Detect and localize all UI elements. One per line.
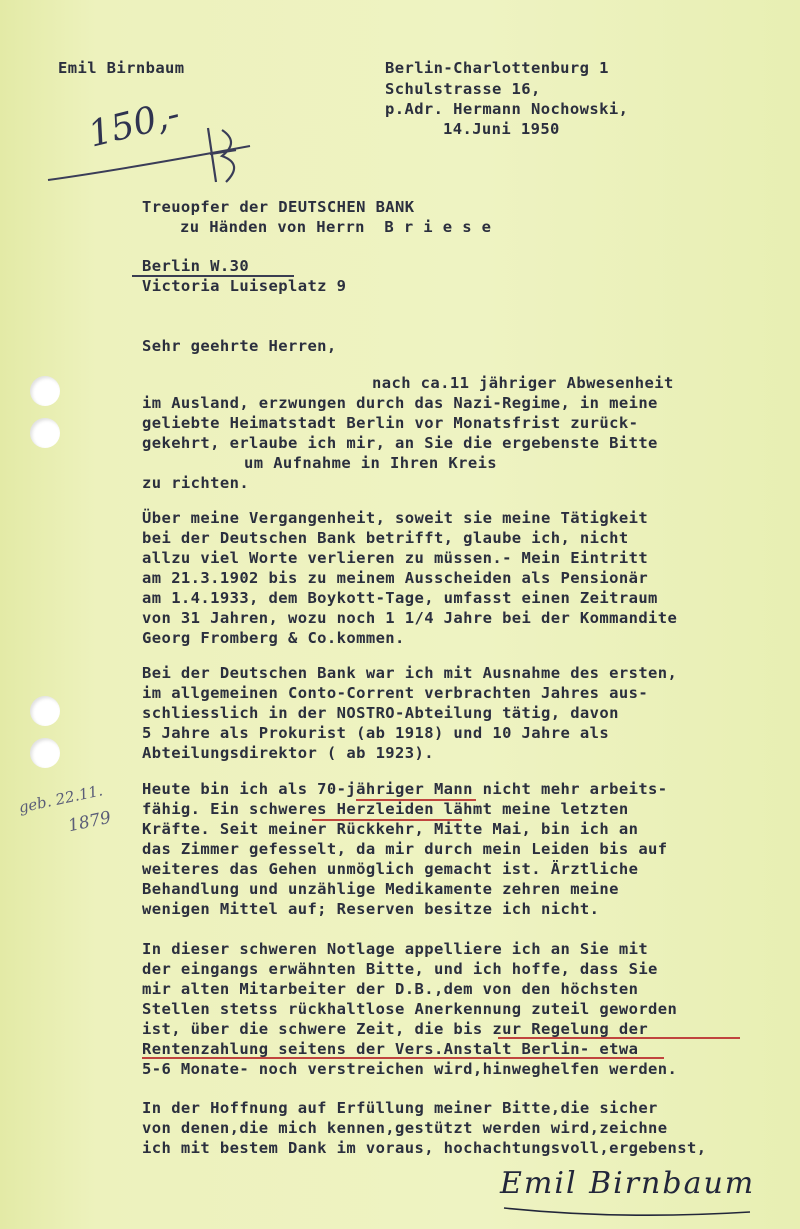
p3-line-1: Bei der Deutschen Bank war ich mit Ausnahme des ersten, xyxy=(142,664,678,682)
p1-line-2: im Ausland, erzwungen durch das Nazi-Regime, in meine xyxy=(142,394,658,412)
p5-line-5: ist, über die schwere Zeit, die bis zur Regelung der xyxy=(142,1020,649,1038)
p1-line-6: zu richten. xyxy=(142,474,250,492)
p6-line-2: von denen,die mich kennen,gestützt werden wird,zeichne xyxy=(142,1119,668,1137)
p2-line-3: allzu viel Worte verlieren zu müssen.- Mein Eintritt xyxy=(142,549,649,567)
p6-line-1: In der Hoffnung auf Erfüllung meiner Bitte,die sicher xyxy=(142,1099,658,1117)
p2-line-5: am 1.4.1933, dem Boykott-Tage, umfasst einen Zeitraum xyxy=(142,589,658,607)
p2-line-4: am 21.3.1902 bis zu meinem Ausscheiden als Pensionär xyxy=(142,569,649,587)
punch-hole-2 xyxy=(30,418,60,448)
punch-hole-4 xyxy=(30,738,60,768)
pencil-scribble-icon xyxy=(40,120,260,190)
p2-line-7: Georg Fromberg & Co.kommen. xyxy=(142,629,405,647)
p4-line-2: fähig. Ein schweres Herzleiden lähmt meine letzten xyxy=(142,800,629,818)
p2-line-2: bei der Deutschen Bank betrifft, glaube ich, nicht xyxy=(142,529,629,547)
p2-line-1: Über meine Vergangenheit, soweit sie meine Tätigkeit xyxy=(142,509,649,527)
letter-date: 14.Juni 1950 xyxy=(443,120,560,138)
punch-hole-1 xyxy=(30,376,60,406)
address-line-1: Berlin-Charlottenburg 1 xyxy=(385,59,609,77)
p3-line-4: 5 Jahre als Prokurist (ab 1918) und 10 Jahre als xyxy=(142,724,610,742)
birth-note-line-2: 1879 xyxy=(66,807,113,837)
punch-hole-3 xyxy=(30,696,60,726)
p5-line-7: 5-6 Monate- noch verstreichen wird,hinweghelfen werden. xyxy=(142,1060,678,1078)
p4-line-7: wenigen Mittel auf; Reserven besitze ich nicht. xyxy=(142,900,600,918)
p3-line-2: im allgemeinen Conto-Corrent verbrachten Jahres aus- xyxy=(142,684,649,702)
p1-line-5: um Aufnahme in Ihren Kreis xyxy=(244,454,498,472)
p2-line-6: von 31 Jahren, wozu noch 1 1/4 Jahre bei der Kommandite xyxy=(142,609,678,627)
p4-line-4: das Zimmer gefesselt, da mir durch mein Leiden bis auf xyxy=(142,840,668,858)
p3-line-3: schliesslich in der NOSTRO-Abteilung tätig, davon xyxy=(142,704,619,722)
handwritten-amount: 150,- xyxy=(84,93,184,156)
address-line-3: p.Adr. Hermann Nochowski, xyxy=(385,100,629,118)
signature: Emil Birnbaum xyxy=(500,1166,756,1201)
p1-line-1: nach ca.11 jähriger Abwesenheit xyxy=(372,374,674,392)
birth-note-line-1: geb. 22.11. xyxy=(17,781,105,817)
address-line-2: Schulstrasse 16, xyxy=(385,80,541,98)
p4-line-5: weiteres das Gehen unmöglich gemacht ist. Ärztliche xyxy=(142,860,639,878)
p5-line-2: der eingangs erwähnten Bitte, und ich hoffe, dass Sie xyxy=(142,960,658,978)
recipient-city: Berlin W.30 xyxy=(142,257,250,275)
p5-line-6: Rentenzahlung seitens der Vers.Anstalt Berlin- etwa xyxy=(142,1040,639,1058)
p1-line-4: gekehrt, erlaube ich mir, an Sie die ergebenste Bitte xyxy=(142,434,658,452)
recipient-line-2: zu Händen von Herrn B r i e s e xyxy=(180,218,492,236)
p6-line-3: ich mit bestem Dank im voraus, hochachtungsvoll,ergebenst, xyxy=(142,1139,707,1157)
salutation: Sehr geehrte Herren, xyxy=(142,337,337,355)
sender-name: Emil Birnbaum xyxy=(58,59,185,77)
recipient-street: Victoria Luiseplatz 9 xyxy=(142,277,347,295)
p5-line-4: Stellen stetss rückhaltlose Anerkennung zuteil geworden xyxy=(142,1000,678,1018)
p3-line-5: Abteilungsdirektor ( ab 1923). xyxy=(142,744,434,762)
p1-line-3: geliebte Heimatstadt Berlin vor Monatsfrist zurück- xyxy=(142,414,639,432)
p5-line-1: In dieser schweren Notlage appelliere ich an Sie mit xyxy=(142,940,649,958)
p4-line-3: Kräfte. Seit meiner Rückkehr, Mitte Mai, bin ich an xyxy=(142,820,639,838)
p5-line-3: mir alten Mitarbeiter der D.B.,dem von den höchsten xyxy=(142,980,639,998)
p4-line-1: Heute bin ich als 70-jähriger Mann nicht mehr arbeits- xyxy=(142,780,668,798)
p4-line-6: Behandlung und unzählige Medikamente zehren meine xyxy=(142,880,619,898)
recipient-line-1: Treuopfer der DEUTSCHEN BANK xyxy=(142,198,415,216)
signature-flourish-icon xyxy=(500,1198,760,1224)
